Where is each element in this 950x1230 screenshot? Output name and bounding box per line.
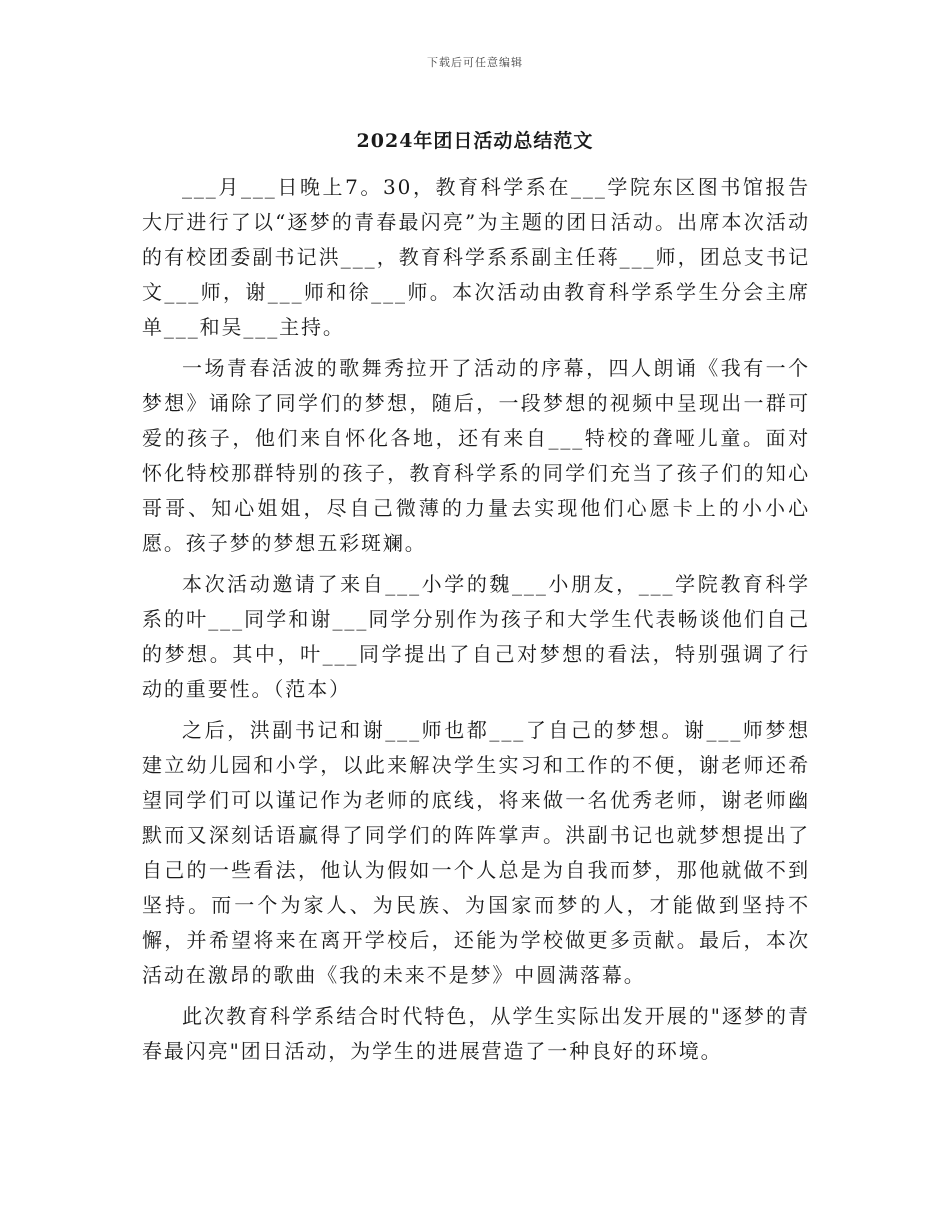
document-body xyxy=(142,170,810,1075)
page-header-note: 下载后可任意编辑 xyxy=(427,56,523,69)
paragraph-4: 之后，洪副书记和谢___师也都___了自己的梦想。谢___师梦想建立幼儿园和小学，以此来解决学生实习和工作的不便，谢老师还希望同学们可以谨记作为老师的底线，将来做一名优秀老师，谢老师幽默而又深刻话语赢得了同学们的阵阵掌声。洪副书记也就梦想提出了自己的一些看法，他认为假如一个人总是为自我而梦，那他就做不到坚持。而一个为家人、为民族、为国家而梦的人，才能做到坚持不懈，并希望将来在离开学校后，还能为学校做更多贡献。最后，本次活动在激昂的歌曲《我的未来不是梦》中圆满落幕。 xyxy=(142,718,810,987)
paragraph-5: 此次教育科学系结合时代特色，从学生实际出发开展的"逐梦的青春最闪亮"团日活动，为学生的进展营造了一种良好的环境。 xyxy=(142,1004,810,1063)
document-title: 2024年团日活动总结范文 xyxy=(356,130,594,152)
paragraph-2: 一场青春活波的歌舞秀拉开了活动的序幕，四人朗诵《我有一个梦想》诵除了同学们的梦想，随后，一段梦想的视频中呈现出一群可爱的孩子，他们来自怀化各地，还有来自___特校的聋哑儿童。面对怀化特校那群特别的孩子，教育科学系的同学们充当了孩子们的知心哥哥、知心姐姐，尽自己微薄的力量去实现他们心愿卡上的小小心愿。孩子梦的梦想五彩斑斓。 xyxy=(142,356,810,555)
paragraph-1: ___月___日晚上7。30，教育科学系在___学院东区图书馆报告大厅进行了以“逐梦的青春最闪亮”为主题的团日活动。出席本次活动的有校团委副书记洪___，教育科学系系副主任蒋___师，团总支书记文___师，谢___师和徐___师。本次活动由教育科学系学生分会主席单___和吴___主持。 xyxy=(142,175,810,339)
paragraph-3: 本次活动邀请了来自___小学的魏___小朋友，___学院教育科学系的叶___同学和谢___同学分别作为孩子和大学生代表畅谈他们自己的梦想。其中，叶___同学提出了自己对梦想的看法，特别强调了行动的重要性。（范本） xyxy=(142,572,810,701)
